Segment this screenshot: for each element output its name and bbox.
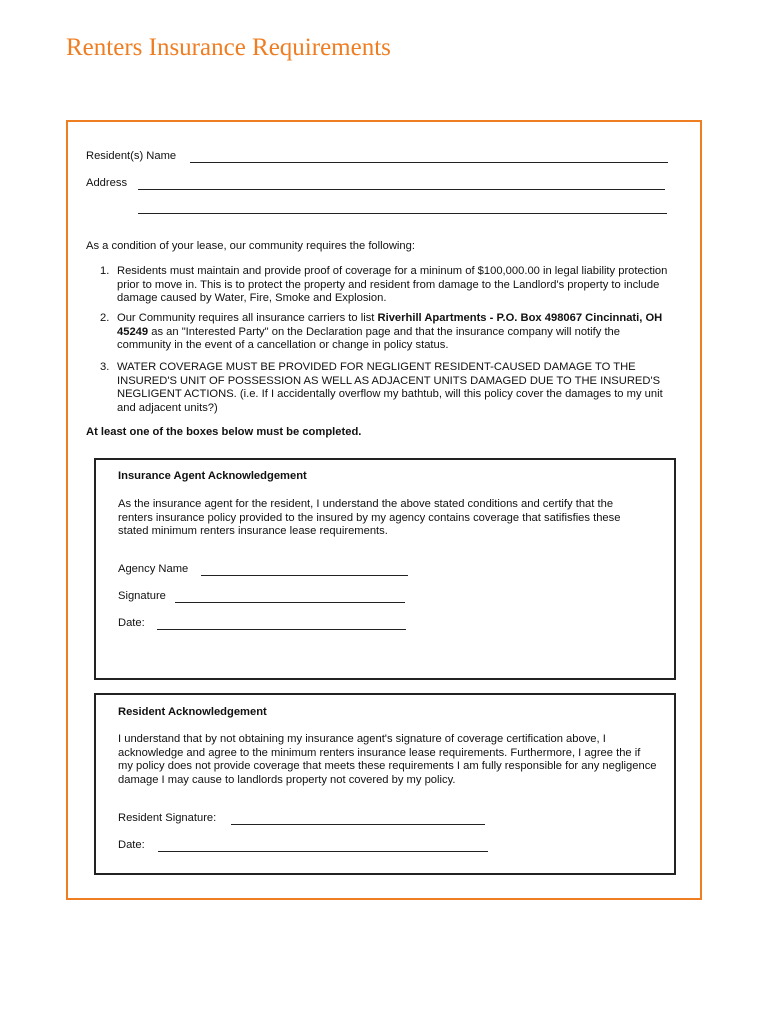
- agent-date-label: Date:: [118, 617, 145, 629]
- resident-signature-label: Resident Signature:: [118, 812, 217, 824]
- list-item-text: Our Community requires all insurance carriers to list Riverhill Apartments - P.O. Box 498067 Cincinnati, OH 45249 as an "Interested Party" on the Declaration page and that the insurance company will notify the community in the event of a cancellation or change in policy status.: [117, 312, 663, 352]
- agency-name-label: Agency Name: [118, 563, 189, 575]
- address-field-line-2[interactable]: [138, 213, 667, 214]
- notice-text: At least one of the boxes below must be completed.: [86, 426, 362, 438]
- agent-box-heading: Insurance Agent Acknowledgement: [118, 470, 307, 482]
- list-item-text: Residents must maintain and provide proof of coverage for a mininum of $100,000.00 in legal liability protection prior to move in. This is to protect the property and resident from damage to the Landlord's property to include damage caused by Water, Fire, Smoke and Explosion.: [117, 265, 668, 305]
- list-item-number: 1.: [100, 265, 110, 277]
- resident-date-label: Date:: [118, 839, 145, 851]
- intro-text: As a condition of your lease, our community requires the following:: [86, 240, 415, 252]
- agent-signature-field[interactable]: [175, 602, 405, 603]
- agency-name-field[interactable]: [201, 575, 408, 576]
- list-item-number: 3.: [100, 361, 110, 373]
- page-title: Renters Insurance Requirements: [66, 34, 391, 61]
- agent-signature-label: Signature: [118, 590, 166, 602]
- agent-box-body: As the insurance agent for the resident, I understand the above stated conditions and certify that the renters insurance policy provided to the insured by my agency contains coverage that satifisfies these stated minimum renters insurance lease requirements.: [118, 498, 621, 538]
- resident-box-body: I understand that by not obtaining my insurance agent's signature of coverage certification above, I acknowledge and agree to the minimum renters insurance lease requirements. Furthermore, I agree the if my policy does not provide coverage that meets these requirements I am fully responsible for any negligence damage I may cause to landlords property not covered by my policy.: [118, 733, 657, 786]
- resident-date-field[interactable]: [158, 851, 488, 852]
- resident-name-field[interactable]: [190, 162, 668, 163]
- list-item-text: WATER COVERAGE MUST BE PROVIDED FOR NEGLIGENT RESIDENT-CAUSED DAMAGE TO THE INSURED'S UNIT OF POSSESSION AS WELL AS ADJACENT UNITS DAMAGED DUE TO THE INSURED'S NEGLIGENT ACTIONS. (i.e. If I accidentally overflow my bathtub, will this policy cover the damages to my unit and adjacent units?): [117, 361, 663, 414]
- address-field-line-1[interactable]: [138, 189, 665, 190]
- agent-date-field[interactable]: [157, 629, 406, 630]
- address-label: Address: [86, 177, 128, 189]
- interested-party-address: Riverhill Apartments - P.O. Box 498067 Cincinnati, OH 45249: [117, 312, 663, 338]
- resident-name-label: Resident(s) Name: [86, 150, 177, 162]
- list-item-number: 2.: [100, 312, 110, 324]
- resident-box-heading: Resident Acknowledgement: [118, 706, 267, 718]
- resident-signature-field[interactable]: [231, 824, 485, 825]
